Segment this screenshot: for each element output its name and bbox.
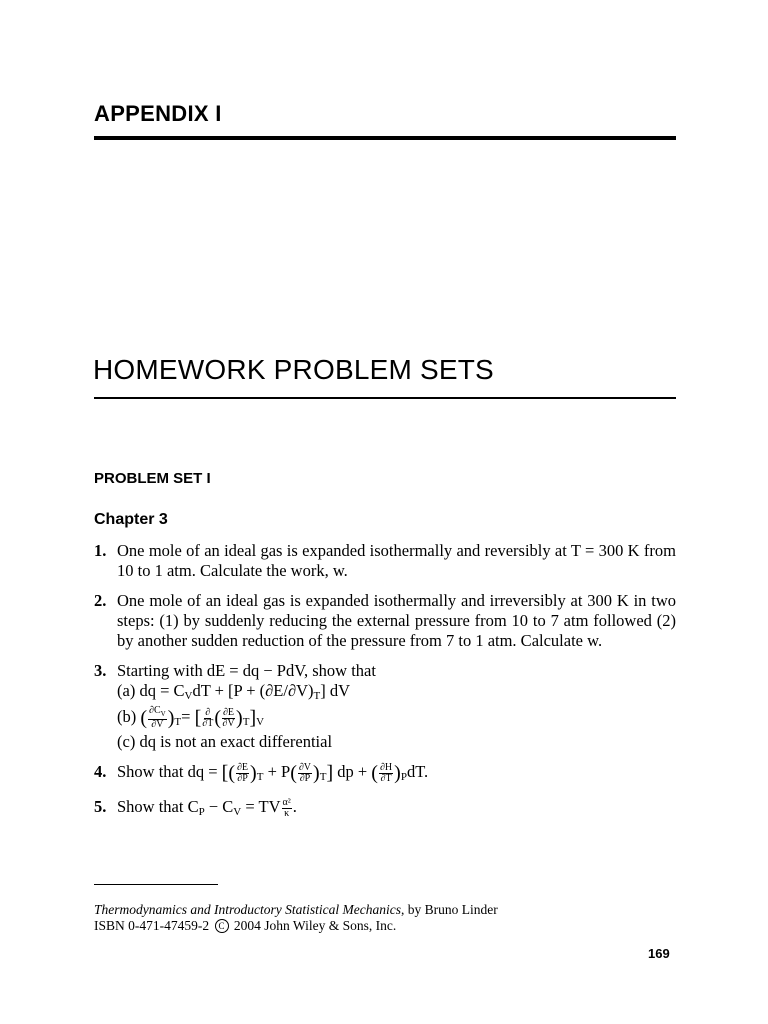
page-number: 169	[648, 946, 670, 961]
problem-number: 4.	[94, 761, 107, 781]
copyright-icon: C	[215, 919, 229, 933]
problem-text: Show that C	[117, 796, 199, 816]
problem-text: One mole of an ideal gas is expanded isothermally and irreversibly at 300 K in two steps: (1) by suddenly reducing the external pressure from 10 to 7 atm followed (2) by another sudden reduction of the pressure from 7 to 1 atm. Calculate w.	[117, 591, 676, 650]
footnote-rule	[94, 884, 218, 885]
chapter-heading: Chapter 3	[94, 511, 168, 528]
problem-number: 5.	[94, 796, 107, 816]
problem-1	[94, 541, 676, 581]
part-a: (a) dq = CVdT + [P + (∂E/∂V)T] dV	[117, 681, 351, 702]
footnote-isbn: ISBN 0-471-47459-2 C 2004 John Wiley & Sons, Inc.	[94, 918, 397, 933]
part-c: (c) dq is not an exact differential	[117, 731, 333, 751]
problem-text: One mole of an ideal gas is expanded isothermally and reversibly at T = 300 K from 10 to 1 atm. Calculate the work, w.	[117, 541, 676, 580]
appendix-heading: APPENDIX I	[94, 101, 222, 126]
heading-thick-rule	[94, 136, 676, 140]
title-rule	[94, 397, 676, 399]
problem-5: 5. Show that CP − CV = TV $\frac{\text{α²}}{\kappa}$ .	[94, 796, 297, 819]
problem-4: 4. Show that dq = [( $\frac{\partial E}{\partial P}$ )T + P( $\frac{\partial V}{\partial P}$ )T] dp + ( $\frac{\partial H}{\partial T}$ )PdT.	[94, 761, 429, 784]
problem-3	[94, 661, 676, 752]
problem-number: 1.	[94, 541, 107, 560]
page-title: HOMEWORK PROBLEM SETS	[93, 354, 494, 385]
problem-2	[94, 591, 676, 651]
part-b: (b) ( $\frac{\partial C_V}{\partial V}$ )T= [ $\frac{\partial}{\partial T}$ ( $\frac{\partial E}{\partial V}$ )T]V	[117, 705, 265, 730]
problem-list	[94, 541, 676, 832]
problem-text: Starting with dE = dq − PdV, show that	[117, 661, 376, 680]
book-title: Thermodynamics and Introductory Statistical Mechanics	[94, 902, 401, 917]
footnote-citation: Thermodynamics and Introductory Statistical Mechanics, by Bruno Linder	[94, 902, 498, 917]
problem-set-title: PROBLEM SET I	[94, 470, 211, 487]
problem-number: 3.	[94, 661, 107, 680]
problem-text: Show that dq =	[117, 761, 218, 781]
problem-number: 2.	[94, 591, 107, 610]
